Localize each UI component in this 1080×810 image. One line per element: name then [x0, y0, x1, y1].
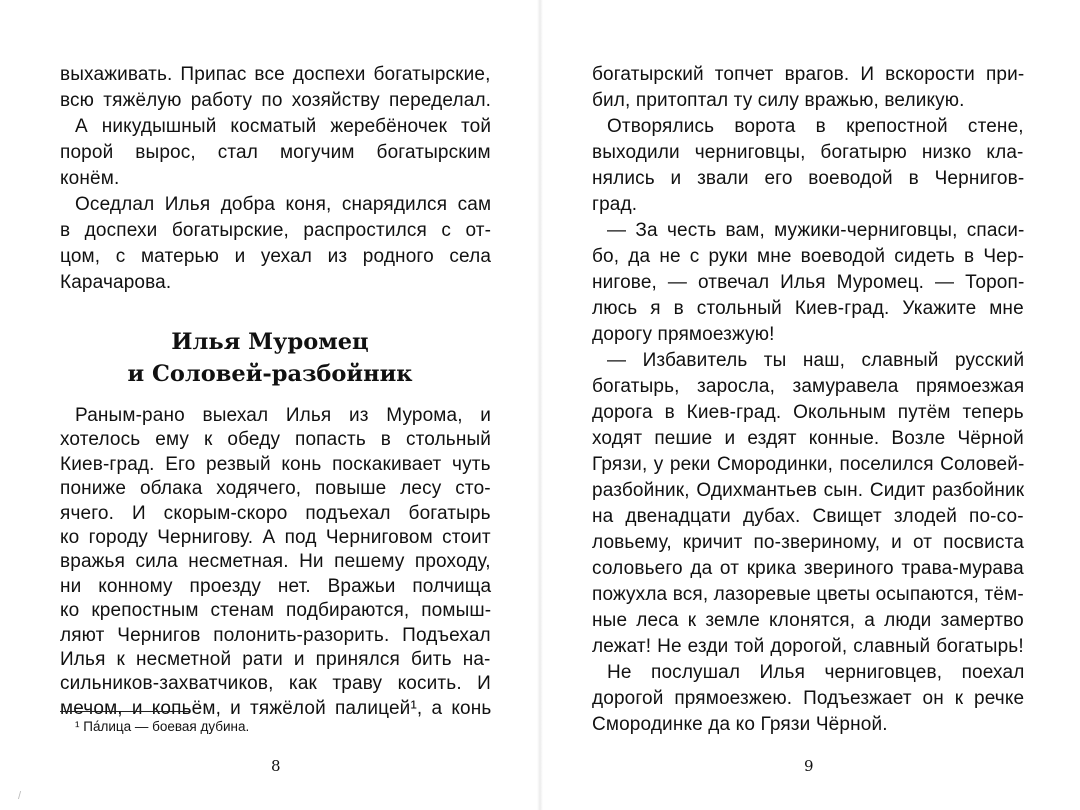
- text-line: ячего. И скорым-скоро подъехал богатырь: [60, 502, 491, 524]
- text-line: Отворялись ворота в крепостной стене,: [607, 116, 1024, 137]
- text-line: Оседлал Илья добра коня, снарядился сам: [75, 194, 492, 215]
- text-line: сильников-захватчиков, как траву косить. И: [60, 673, 491, 695]
- right-page: [540, 0, 1080, 810]
- text-line: выхаживать. Припас все доспехи богатырские,: [60, 64, 491, 85]
- text-line: выходили черниговцы, богатырю низко кла-: [592, 142, 1024, 163]
- text-line: люсь я в стольный Киев-град. Укажите мне: [592, 298, 1024, 319]
- text-line: А никудышный косматый жеребёночек той: [75, 116, 492, 137]
- footnote: ¹ Па́лица — боевая дубина.: [75, 719, 250, 734]
- text-line: нялись и звали его воеводой в Чернигов-: [592, 168, 1025, 189]
- text-line: Не послушал Илья черниговцев, поехал: [607, 662, 1025, 683]
- text-line: Илья к несметной рати и принялся бить на-: [60, 649, 491, 670]
- corner-mark: /: [18, 790, 22, 802]
- text-line: пониже облака ходячего, повыше лесу сто-: [60, 478, 491, 500]
- text-line: Раным-рано выехал Илья из Мурома, и: [75, 405, 492, 426]
- text-line: ловьему, кричит по-звериному, и от посвиста: [592, 532, 1024, 553]
- text-line: Смородинке да ко Грязи Чёрной.: [592, 714, 888, 735]
- text-line: разбойник, Одихмантьев сын. Сидит разбойник: [592, 480, 1025, 501]
- page-number: 9: [804, 757, 814, 775]
- text-line: богатырь, заросла, замуравела прямоезжая: [592, 376, 1025, 397]
- page-number: 8: [271, 757, 281, 775]
- footnote-rule: [60, 711, 190, 712]
- text-line: Карачарова.: [60, 272, 172, 293]
- text-line: всю тяжёлую работу по хозяйству переделал.: [60, 90, 492, 111]
- text-line: Грязи, у реки Смородинки, поселился Соловей-: [592, 454, 1025, 475]
- text-line: ко городу Чернигову. А под Черниговом стоит: [60, 527, 491, 548]
- chapter-heading: и Соловей-разбойник: [127, 361, 413, 387]
- text-line: бо, да не с руки мне воеводой сидеть в Чер-: [592, 246, 1025, 267]
- text-line: вражья сила несметная. Ни пешему проходу,: [60, 551, 491, 573]
- text-line: — За честь вам, мужики-черниговцы, спаси-: [607, 220, 1025, 241]
- text-line: дорогу прямоезжую!: [592, 324, 775, 345]
- text-line: цом, с матерью и уехал из родного села: [60, 246, 492, 267]
- text-line: Киев-град. Его резвый конь поскакивает чуть: [60, 453, 491, 475]
- text-line: ни конному проезду нет. Вражьи полчища: [60, 575, 492, 597]
- text-line: — Избавитель ты наш, славный русский: [607, 350, 1025, 371]
- text-line: ляют Чернигов полонить-разорить. Подъехал: [60, 624, 491, 646]
- text-line: в доспехи богатырские, распростился с от-: [60, 220, 492, 241]
- text-line: соловьего да от крика звериного трава-мурава: [592, 558, 1024, 579]
- text-line: лежат! Не езди той дорогой, славный богатырь!: [592, 636, 1024, 657]
- text-line: богатырский топчет врагов. И вскорости при-: [592, 64, 1025, 85]
- text-line: на двенадцати дубах. Свищет злодей по-со-: [592, 506, 1024, 527]
- text-line: пожухла вся, лазоревые цветы осыпаются, тём-: [592, 584, 1024, 605]
- text-line: конём.: [60, 168, 120, 189]
- text-line: мечом, и копьём, и тяжёлой палицей¹, а конь: [60, 697, 492, 719]
- text-line: бил, притоптал ту силу вражью, великую.: [592, 90, 965, 111]
- text-line: дорогой прямоезжею. Подъезжает он к речке: [592, 688, 1025, 709]
- text-line: ко крепостным стенам подбираются, помыш-: [60, 600, 492, 622]
- text-line: град.: [592, 194, 638, 215]
- text-line: дорога в Киев-град. Окольным путём теперь: [592, 402, 1024, 423]
- text-line: ходят пешие и ездят конные. Возле Чёрной: [592, 428, 1024, 449]
- text-line: нигове, — отвечал Илья Муромец. — Тороп-: [592, 272, 1025, 293]
- chapter-heading: Илья Муромец: [171, 329, 369, 355]
- text-line: хотелось ему к обеду попасть в стольный: [60, 429, 492, 451]
- text-line: ные леса к земле клонятся, а люди замертво: [592, 610, 1024, 631]
- text-line: порой вырос, стал могучим богатырским: [60, 142, 491, 163]
